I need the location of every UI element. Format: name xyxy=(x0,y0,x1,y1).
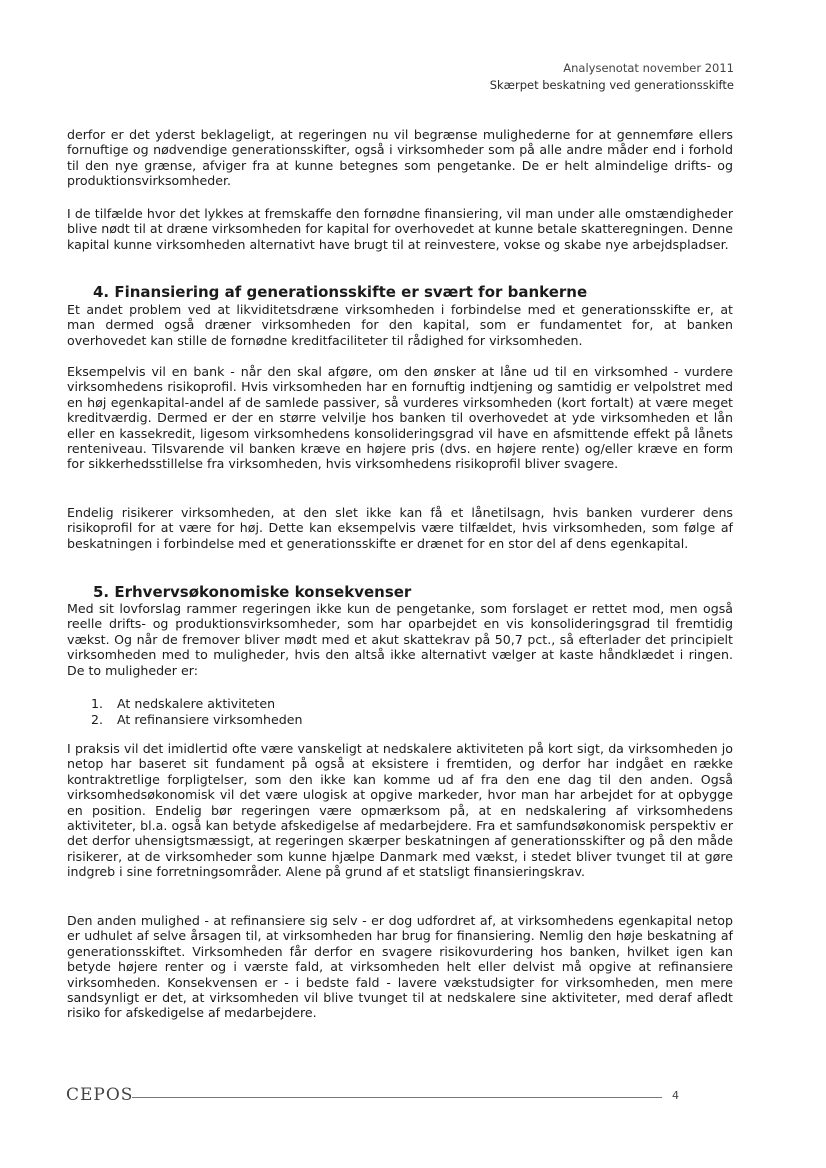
paragraph-6: Med sit lovforslag rammer regeringen ikke kun de pengetanke, som forslaget er rettet mod, men også reelle drifts- og produktionsvirksomheder, som har oparbejdet en vis konsolideringsgrad til fremtidig vækst. Og når de fremover bliver mødt med et akut skattekrav på 50,7 pct., så efterlader det principielt virksomheden med to muligheder, hvis den altså ikke alternativt vælger at kaste håndklædet i ringen. De to muligheder er: xyxy=(67,601,733,678)
list-item xyxy=(67,696,733,712)
paragraph-3: Et andet problem ved at likviditetsdræne virksomheden i forbindelse med et generationsskifte er, at man dermed også dræner virksomheden for den kapital, som er fundamentet for, at banken overhovedet kan stille de fornødne kreditfaciliteter til rådighed for virksomheden. xyxy=(67,302,733,348)
list-text: At nedskalere aktiviteten xyxy=(117,696,276,711)
page-number: 4 xyxy=(672,1089,679,1102)
list-number: 1. xyxy=(91,696,104,711)
options-list xyxy=(67,696,733,727)
list-item xyxy=(67,712,733,728)
header-date: Analysenotat november 2011 xyxy=(563,61,734,75)
paragraph-1: derfor er det yderst beklageligt, at regeringen nu vil begrænse mulighederne for at gennemføre ellers fornuftige og nødvendige generationsskifter, også i virksomheder som på alle andre måder end i forhold til den nye grænse, afviger fra at kunne betegnes som pengetanke. De er helt almindelige drifts- og produktionsvirksomheder. xyxy=(67,127,733,189)
section-heading-5: 5. Erhvervsøkonomiske konsekvenser xyxy=(93,583,412,601)
paragraph-5: Endelig risikerer virksomheden, at den slet ikke kan få et lånetilsagn, hvis banken vurderer dens risikoprofil for at være for høj. Dette kan eksempelvis være tilfældet, hvis virksomheden, som følge af beskatningen i forbindelse med et generationsskifte er drænet for en stor del af dens egenkapital. xyxy=(67,505,733,551)
paragraph-4: Eksempelvis vil en bank - når den skal afgøre, om den ønsker at låne ud til en virksomhed - vurdere virksomhedens risikoprofil. Hvis virksomheden har en fornuftig indtjening og samtidig er velpolstret med en høj egenkapital-andel af de samlede passiver, så vurderes virksomheden (kort fortalt) at være meget kreditværdig. Dermed er der en større velvilje hos banken til overhovedet at yde virksomheden et lån eller en kassekredit, ligesom virksomhedens konsolideringsgrad vil have en afsmittende effekt på lånets renteniveau. Tilsvarende vil banken kræve en højere pris (dvs. en højere rente) og/eller kræve en form for sikkerhedsstillelse fra virksomheden, hvis virksomhedens risikoprofil bliver svagere. xyxy=(67,364,733,472)
footer-divider xyxy=(132,1097,662,1098)
header-title: Skærpet beskatning ved generationsskifte xyxy=(489,78,734,92)
section-heading-4: 4. Finansiering af generationsskifte er svært for bankerne xyxy=(93,283,588,301)
paragraph-8: Den anden mulighed - at refinansiere sig selv - er dog udfordret af, at virksomhedens egenkapital netop er udhulet af selve årsagen til, at virksomheden har brug for finansiering. Nemlig den høje beskatning af generationsskiftet. Virksomheden får derfor en svagere risikovurdering hos banken, hvilket igen kan betyde højere renter og i værste fald, at virksomheden helt eller delvist må opgive at refinansiere virksomheden. Konsekvensen er - i bedste fald - lavere vækstudsigter for virksomheden, men mere sandsynligt er det, at virksomheden vil blive tvunget til at nedskalere sine aktiviteter, med deraf afledt risiko for afskedigelse af medarbejdere. xyxy=(67,913,733,1021)
paragraph-7: I praksis vil det imidlertid ofte være vanskeligt at nedskalere aktiviteten på kort sigt, da virksomheden jo netop har baseret sit fundament på også at eksistere i fremtiden, og derfor har indgået en række kontraktretlige forpligtelser, som den ikke kan komme ud af fra den ene dag til den anden. Også virksomhedsøkonomisk vil det være ulogisk at opgive markeder, hvor man har arbejdet for at opbygge en position. Endelig bør regeringen være opmærksom på, at en nedskalering af virksomhedens aktiviteter, bl.a. også kan betyde afskedigelse af medarbejdere. Fra et samfundsøkonomisk perspektiv er det derfor uhensigtsmæssigt, at regeringen skærper beskatningen af generationsskifter og på den måde risikerer, at de virksomheder som kunne hjælpe Danmark med vækst, i stedet bliver tvunget til at gøre indgreb i sine forretningsområder. Alene på grund af et statsligt finansieringskrav. xyxy=(67,741,733,880)
footer-logo: CEPOS xyxy=(66,1085,134,1105)
paragraph-2: I de tilfælde hvor det lykkes at fremskaffe den fornødne finansiering, vil man under alle omstændigheder blive nødt til at dræne virksomheden for kapital for overhovedet at kunne betale skatteregningen. Denne kapital kunne virksomheden alternativt have brugt til at reinvestere, vokse og skabe nye arbejdspladser. xyxy=(67,206,733,252)
list-text: At refinansiere virksomheden xyxy=(117,711,303,727)
list-number: 2. xyxy=(91,711,104,727)
